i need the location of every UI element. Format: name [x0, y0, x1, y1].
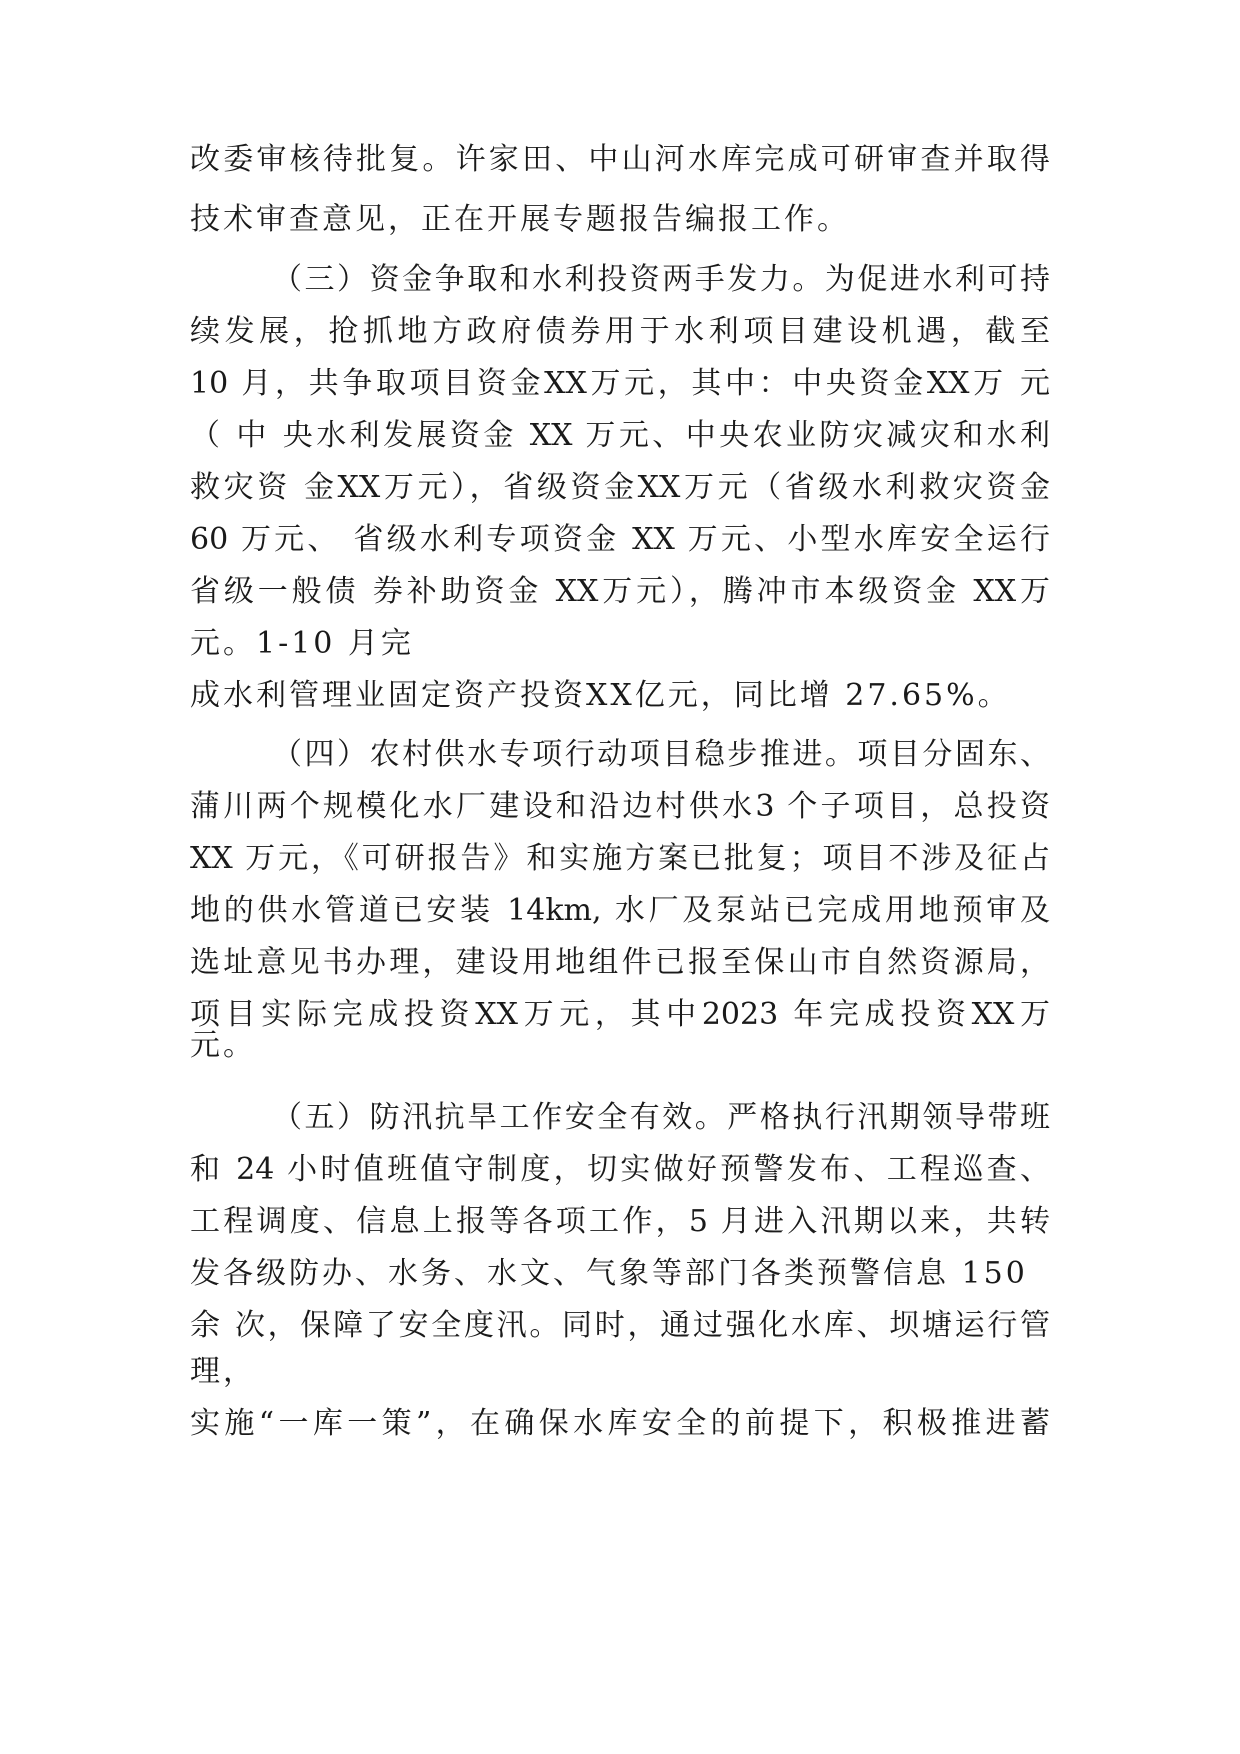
text-line: 60 万元、 省级水利专项资金 XX 万元、小型水库安全运行: [190, 522, 1050, 557]
text-line: 发各级防办、水务、水文、气象等部门各类预警信息 150: [190, 1256, 1028, 1291]
text-line: 元。: [190, 1028, 256, 1063]
section-heading-3: （三）资金争取和水利投资两手发力。为促进水利可持: [272, 262, 1050, 297]
text-line: 地的供水管道已安装 14km, 水厂及泵站已完成用地预审及: [190, 893, 1050, 928]
text-line: 改委审核待批复。许家田、中山河水库完成可研审查并取得: [190, 142, 1050, 177]
text-line: 成水利管理业固定资产投资XX亿元，同比增 27.65%。: [190, 678, 1011, 713]
text-line: 选址意见书办理，建设用地组件已报至保山市自然资源局，: [190, 945, 1050, 980]
text-line: 省级一般债 券补助资金 XX万元），腾冲市本级资金 XX万: [190, 574, 1050, 609]
text-line: 蒲川两个规模化水厂建设和沿边村供水3 个子项目，总投资: [190, 789, 1050, 824]
text-line: 项目实际完成投资XX万元，其中2023 年完成投资XX万: [190, 997, 1050, 1032]
text-line: 工程调度、信息上报等各项工作，5 月进入汛期以来，共转: [190, 1204, 1050, 1239]
text-line: 续发展，抢抓地方政府债券用于水利项目建设机遇，截至: [190, 314, 1050, 349]
text-line: XX 万元，《可研报告》和实施方案已批复；项目不涉及征占: [190, 841, 1050, 876]
text-line: 元。1-10 月完: [190, 626, 414, 661]
text-line: 救灾资 金XX万元），省级资金XX万元（省级水利救灾资金: [190, 470, 1050, 505]
section-heading-5: （五）防汛抗旱工作安全有效。严格执行汛期领导带班: [272, 1100, 1050, 1135]
text-line: 余 次，保障了安全度汛。同时，通过强化水库、坝塘运行管: [190, 1308, 1050, 1343]
section-heading-4: （四）农村供水专项行动项目稳步推进。项目分固东、: [272, 737, 1050, 772]
text-line: 和 24 小时值班值守制度，切实做好预警发布、工程巡查、: [190, 1152, 1050, 1187]
text-line: （ 中 央水利发展资金 XX 万元、中央农业防灾减灾和水利: [190, 418, 1050, 453]
text-line: 理，: [190, 1354, 256, 1389]
text-line: 实施“一库一策”，在确保水库安全的前提下，积极推进蓄: [190, 1406, 1050, 1441]
text-line: 10 月，共争取项目资金XX万元，其中：中央资金XX万 元: [190, 366, 1050, 401]
text-line: 技术审查意见，正在开展专题报告编报工作。: [190, 202, 850, 237]
